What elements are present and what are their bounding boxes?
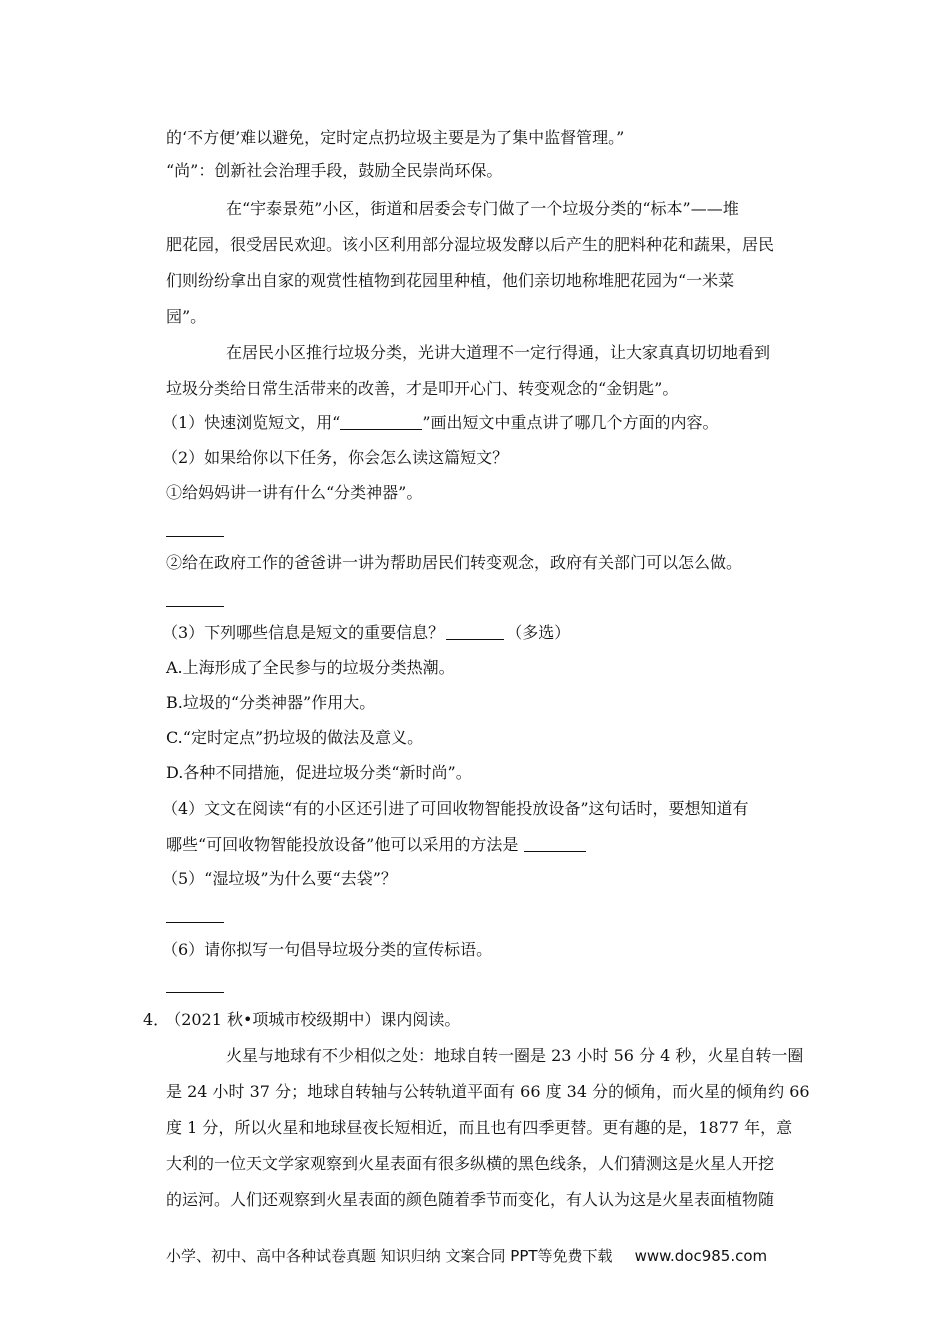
- question-2: （2）如果给你以下任务，你会怎么读这篇短文？: [162, 448, 509, 467]
- question-5: （5）“湿垃圾”为什么要“去袋”？: [162, 869, 397, 888]
- footer-text: 小学、初中、高中各种试卷真题 知识归纳 文案合同 PPT等免费下载: [166, 1247, 613, 1265]
- paragraph-line: 的运河。人们还观察到火星表面的颜色随着季节而变化，有人认为这是火星表面植物随: [166, 1190, 775, 1209]
- footer-link[interactable]: www.doc985.com: [634, 1247, 768, 1265]
- question-text: （1）快速浏览短文，用“: [162, 413, 341, 432]
- option-d: D.各种不同措施，促进垃圾分类“新时尚”。: [166, 763, 472, 782]
- option-a: A.上海形成了全民参与的垃圾分类热潮。: [166, 658, 455, 677]
- paragraph-line: 肥花园，很受居民欢迎。该小区利用部分湿垃圾发酵以后产生的肥料种花和蔬果，居民: [166, 235, 775, 254]
- task-1: ①给妈妈讲一讲有什么“分类神器”。: [166, 483, 423, 502]
- question-4-cont: [166, 834, 816, 856]
- question-1: [162, 412, 812, 434]
- question-6: （6）请你拟写一句倡导垃圾分类的宣传标语。: [162, 940, 493, 959]
- paragraph-line: 园”。: [166, 307, 207, 326]
- question-text: （3）下列哪些信息是短文的重要信息？: [162, 623, 445, 642]
- paragraph-line: 火星与地球有不少相似之处：地球自转一圈是 23 小时 56 分 4 秒，火星自转一圈: [226, 1046, 804, 1065]
- question-3: [162, 622, 812, 644]
- answer-blank[interactable]: [166, 992, 224, 993]
- question-text: （多选）: [506, 623, 571, 642]
- page-footer: [166, 1246, 816, 1266]
- item-4-heading: [143, 1009, 793, 1031]
- item-number: 4．: [143, 1010, 170, 1029]
- question-4: （4）文文在阅读“有的小区还引进了可回收物智能投放设备”这句话时，要想知道有: [162, 799, 749, 818]
- task-2: ②给在政府工作的爸爸讲一讲为帮助居民们转变观念，政府有关部门可以怎么做。: [166, 553, 743, 572]
- answer-blank[interactable]: [166, 606, 224, 607]
- paragraph-line: 在“宇泰景苑”小区，街道和居委会专门做了一个垃圾分类的“标本”——堆: [226, 199, 739, 218]
- paragraph-line: 度 1 分，所以火星和地球昼夜长短相近，而且也有四季更替。更有趣的是，1877 年，意: [166, 1118, 793, 1137]
- answer-blank[interactable]: [446, 625, 504, 640]
- option-b: B.垃圾的“分类神器”作用大。: [166, 693, 376, 712]
- question-text: 哪些“可回收物智能投放设备”他可以采用的方法是: [166, 835, 519, 854]
- paragraph-line: 们则纷纷拿出自家的观赏性植物到花园里种植，他们亲切地称堆肥花园为“一米菜: [166, 271, 735, 290]
- paragraph-line: 垃圾分类给日常生活带来的改善，才是叩开心门、转变观念的“金钥匙”。: [166, 379, 679, 398]
- paragraph-line: 大利的一位天文学家观察到火星表面有很多纵横的黑色线条，人们猜测这是火星人开挖: [166, 1154, 775, 1173]
- paragraph-line: 是 24 小时 37 分；地球自转轴与公转轨道平面有 66 度 34 分的倾角，而火星的倾角约 66: [166, 1082, 810, 1101]
- paragraph-line: 在居民小区推行垃圾分类，光讲大道理不一定行得通，让大家真真切切地看到: [226, 343, 771, 362]
- answer-blank[interactable]: [524, 837, 586, 852]
- paragraph-line: “尚”：创新社会治理手段，鼓励全民崇尚环保。: [166, 161, 503, 180]
- question-text: ”画出短文中重点讲了哪几个方面的内容。: [422, 413, 719, 432]
- underline-sample: [340, 415, 422, 430]
- answer-blank[interactable]: [166, 922, 224, 923]
- answer-blank[interactable]: [166, 536, 224, 537]
- option-c: C.“定时定点”扔垃圾的做法及意义。: [166, 728, 424, 747]
- paragraph-line: 的‘不方便’难以避免，定时定点扔垃圾主要是为了集中监督管理。”: [166, 128, 625, 147]
- item-source: （2021 秋•项城市校级期中）课内阅读。: [173, 1010, 461, 1029]
